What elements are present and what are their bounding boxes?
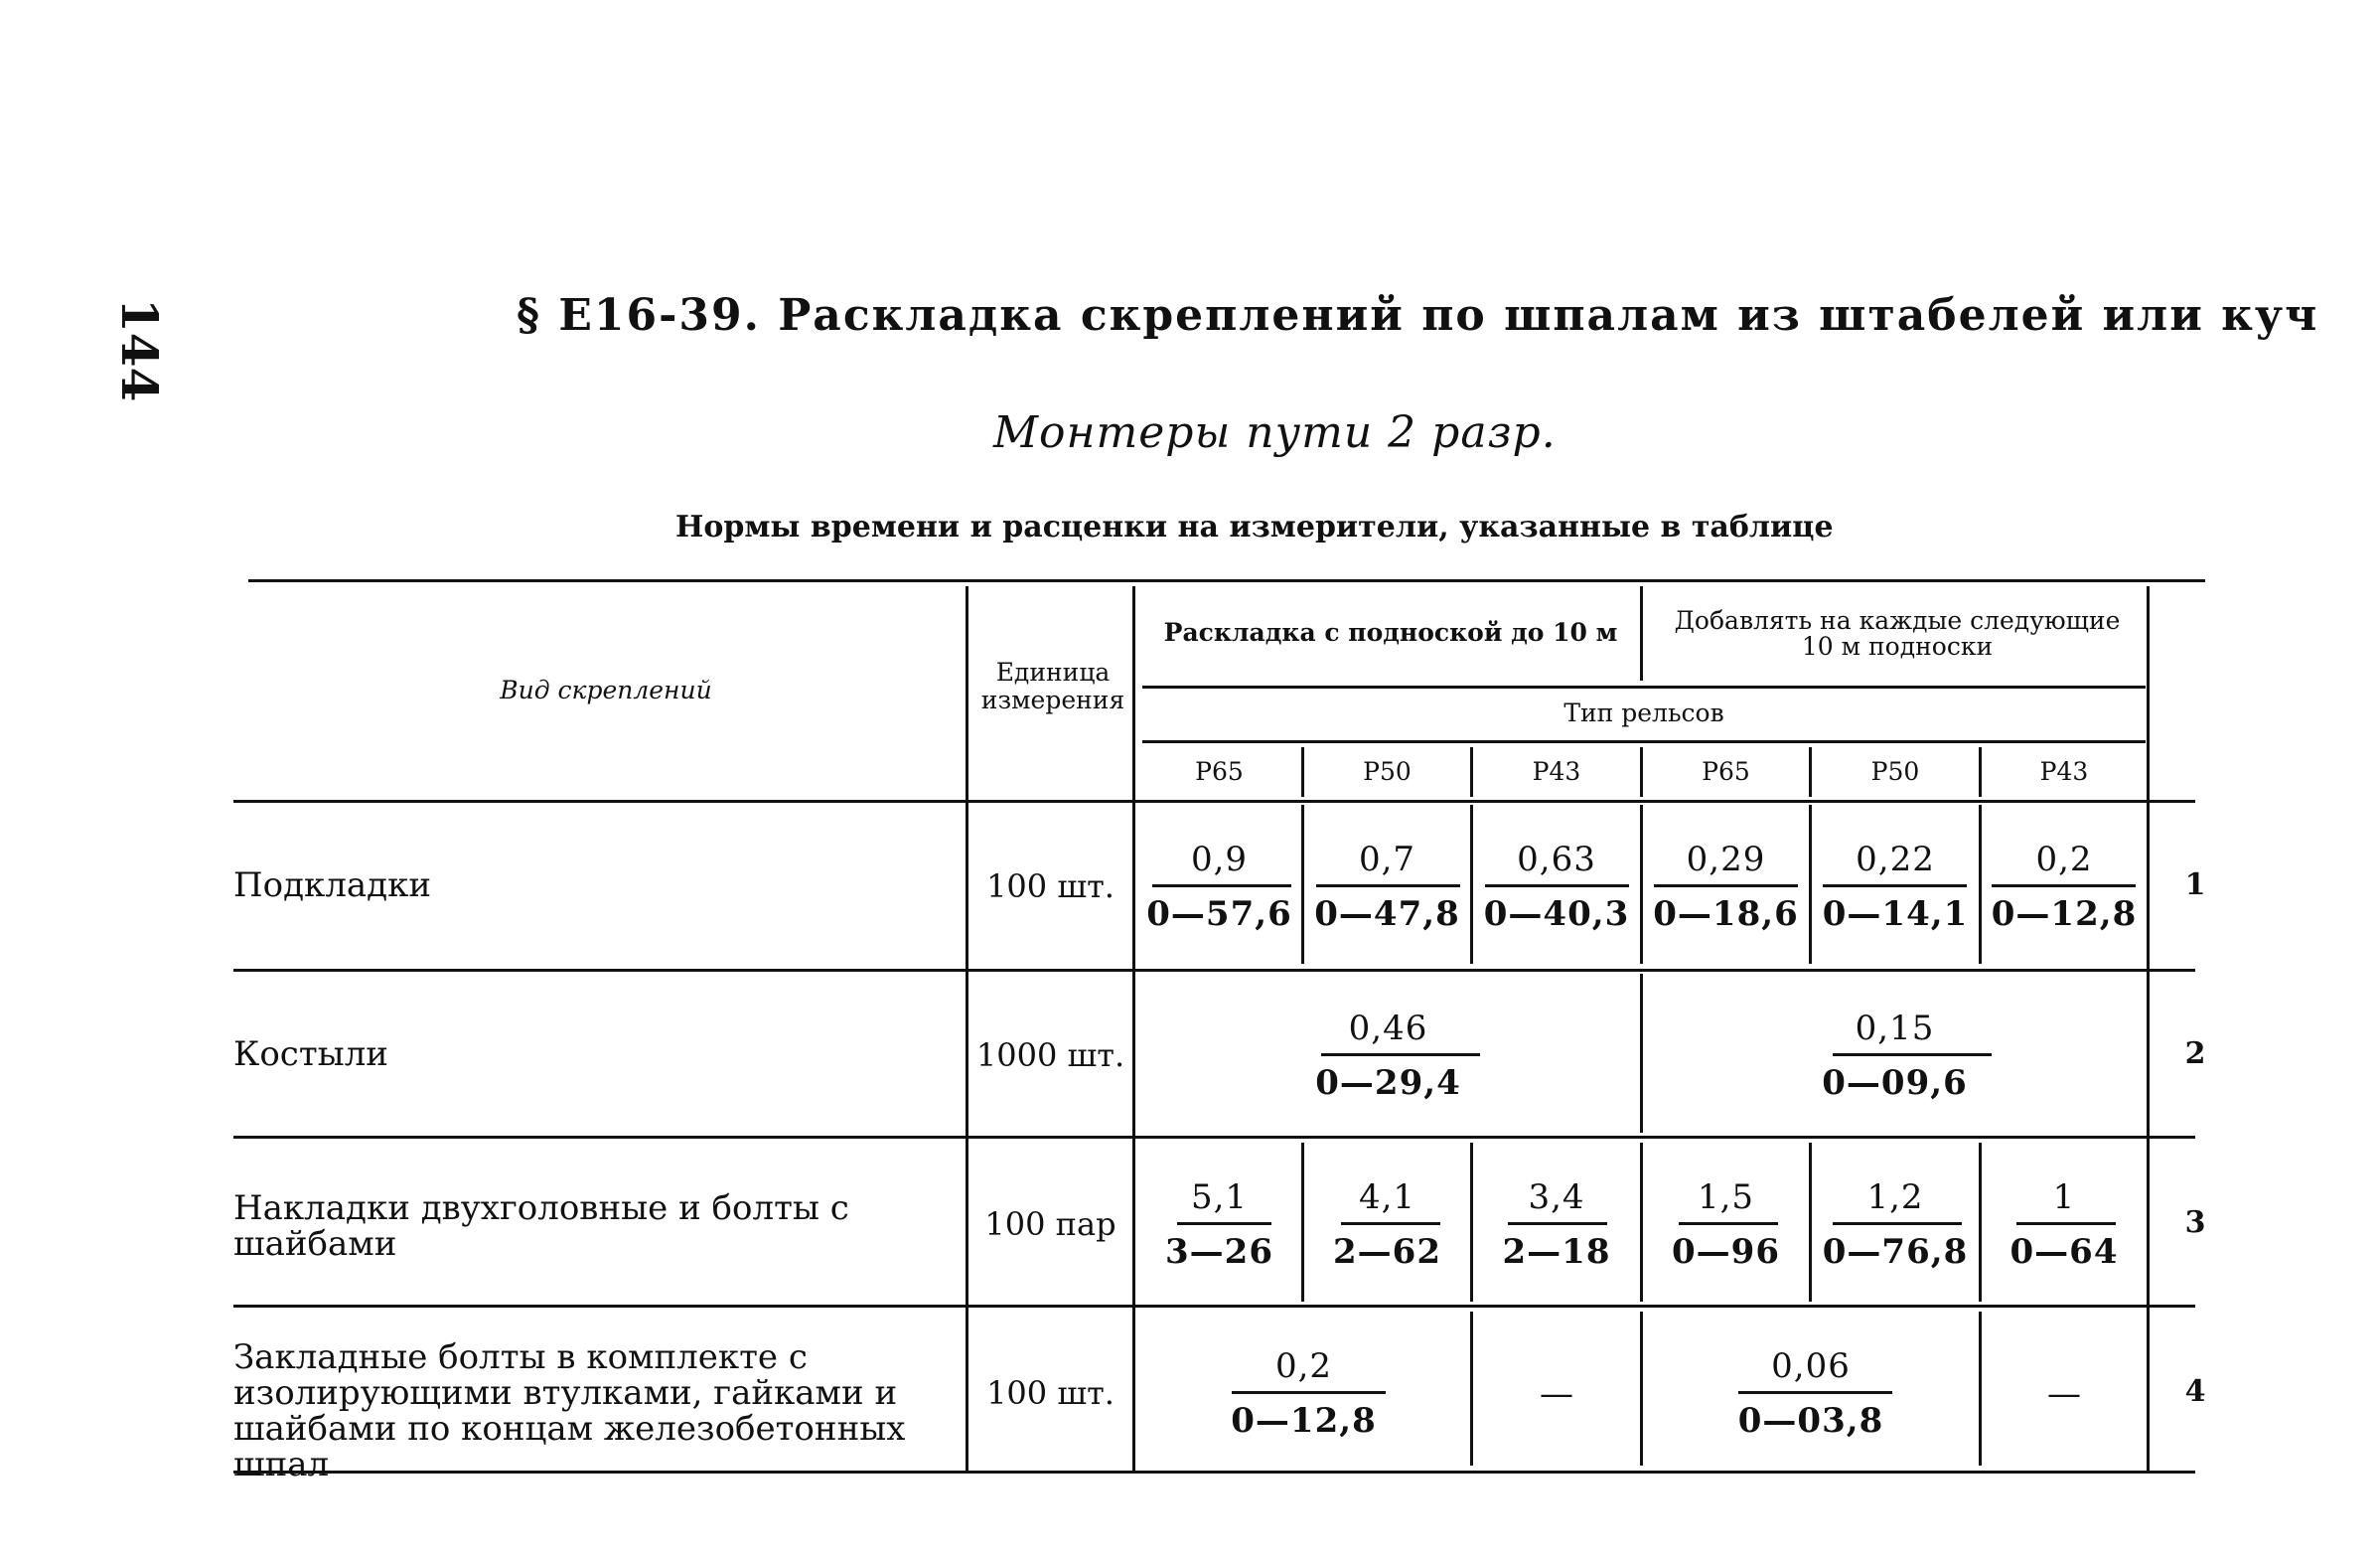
fraction-bar xyxy=(1654,884,1798,887)
fraction-bar xyxy=(1738,1391,1892,1394)
row-label: Костыли xyxy=(233,1034,388,1074)
row3-sep-5 xyxy=(1979,1143,1982,1302)
norm-value: 0,06 xyxy=(1771,1346,1851,1386)
table-caption: Нормы времени и расценки на измерители, указанные в таблице xyxy=(675,510,1834,544)
rail-header-p50-additional: Р50 xyxy=(1870,757,1920,786)
row1-sep-2 xyxy=(1470,805,1473,964)
norm-value: 3,4 xyxy=(1528,1177,1585,1217)
section-title: § Е16-39. Раскладка скреплений по шпалам из штабелей или куч xyxy=(517,290,2319,341)
fraction-bar xyxy=(1992,884,2136,887)
rate-value: 0—12,8 xyxy=(1231,1401,1377,1441)
rail-header-p65-additional: Р65 xyxy=(1702,757,1750,786)
header-rail-rule xyxy=(1142,740,2146,743)
fraction-bar xyxy=(1177,1222,1271,1225)
row-unit: 1000 шт. xyxy=(975,1036,1125,1074)
rate-value: 2—62 xyxy=(1333,1232,1441,1272)
norm-value: 1,5 xyxy=(1697,1177,1755,1217)
fraction-bar xyxy=(1321,1053,1480,1056)
row3-sep-4 xyxy=(1809,1143,1812,1302)
col-rule-values-right xyxy=(2147,586,2150,1471)
fraction-bar xyxy=(1833,1053,1992,1056)
row-unit: 100 шт. xyxy=(986,867,1115,905)
rail-header-p43: Р43 xyxy=(1532,757,1581,786)
fraction-bar xyxy=(1316,884,1460,887)
norm-value: 0,9 xyxy=(1190,840,1249,879)
row3-sep-3 xyxy=(1640,1143,1643,1302)
norm-value: 0,46 xyxy=(1348,1009,1428,1048)
row-label: Подкладки xyxy=(233,865,432,905)
fraction-bar xyxy=(1823,884,1967,887)
row-label: Накладки двухголовные и болты с шайбами xyxy=(233,1188,849,1264)
row-rule-3 xyxy=(233,1305,2195,1308)
rate-value: 0—40,3 xyxy=(1483,894,1630,934)
norm-value: 0,63 xyxy=(1517,840,1596,879)
row-number: 2 xyxy=(2184,1036,2206,1071)
header-kind: Вид скреплений xyxy=(500,676,712,704)
empty-cell-dash: — xyxy=(1540,1374,1573,1414)
rate-value: 0—47,8 xyxy=(1314,894,1460,934)
col-rule-group-split xyxy=(1640,586,1643,681)
norm-value: 0,2 xyxy=(1274,1346,1333,1386)
row-unit: 100 шт. xyxy=(986,1374,1115,1412)
row4-sep-2 xyxy=(1640,1312,1643,1466)
row2-sep xyxy=(1640,974,1643,1133)
header-bottom-rule xyxy=(233,800,2195,803)
fraction-bar xyxy=(2016,1222,2116,1225)
row-rule-2 xyxy=(233,1136,2195,1139)
fraction-bar xyxy=(1232,1391,1386,1394)
row1-sep-5 xyxy=(1979,805,1982,964)
workers-subtitle: Монтеры пути 2 разр. xyxy=(993,407,1557,458)
table-top-rule xyxy=(248,579,2205,582)
fraction-bar xyxy=(1341,1222,1440,1225)
fraction-bar xyxy=(1508,1222,1607,1225)
header-group-additional: Добавлять на каждые следующие 10 м подноски xyxy=(1674,606,2121,661)
rate-value: 3—26 xyxy=(1165,1232,1273,1272)
norm-value: 0,29 xyxy=(1686,840,1766,879)
rail-header-p65: Р65 xyxy=(1195,757,1244,786)
row1-sep-1 xyxy=(1301,805,1304,964)
norm-value: 0,7 xyxy=(1358,840,1416,879)
empty-cell-dash: — xyxy=(2047,1374,2081,1414)
fraction-bar xyxy=(1485,884,1629,887)
rate-value: 0—76,8 xyxy=(1822,1232,1969,1272)
row1-sep-4 xyxy=(1809,805,1812,964)
rate-value: 0—12,8 xyxy=(1991,894,2138,934)
rate-value: 2—18 xyxy=(1502,1232,1611,1272)
fraction-bar xyxy=(1152,884,1291,887)
row3-sep-1 xyxy=(1301,1143,1304,1302)
row-label: Закладные болты в комплекте с изолирующими втулками, гайками и шайбами по концам железобетонных шпал xyxy=(233,1337,906,1484)
row-number: 4 xyxy=(2184,1374,2206,1409)
rate-value: 0—03,8 xyxy=(1737,1401,1884,1441)
rate-value: 0—57,6 xyxy=(1146,894,1292,934)
header-group-with-carry: Раскладка с подноской до 10 м xyxy=(1163,618,1618,647)
rate-value: 0—18,6 xyxy=(1653,894,1799,934)
rail-header-p50: Р50 xyxy=(1363,757,1412,786)
row1-sep-3 xyxy=(1640,805,1643,964)
row-number: 3 xyxy=(2184,1205,2206,1240)
rate-value: 0—96 xyxy=(1672,1232,1780,1272)
norm-value: 1,2 xyxy=(1866,1177,1924,1217)
rate-value: 0—09,6 xyxy=(1822,1063,1968,1103)
rail-header-p43-additional: Р43 xyxy=(2039,757,2089,786)
header-group-rule xyxy=(1142,686,2146,689)
norm-value: 0,22 xyxy=(1856,840,1935,879)
row-number: 1 xyxy=(2184,867,2206,902)
header-rail-type: Тип рельсов xyxy=(1563,699,1724,727)
rate-value: 0—29,4 xyxy=(1315,1063,1461,1103)
rate-value: 0—64 xyxy=(2009,1232,2119,1272)
norm-value: 0,2 xyxy=(2035,840,2093,879)
rate-value: 0—14,1 xyxy=(1822,894,1969,934)
col-rule-values-left xyxy=(1132,586,1135,1471)
page-number: 144 xyxy=(110,298,169,402)
norm-value: 1 xyxy=(2052,1177,2076,1217)
fraction-bar xyxy=(1833,1222,1962,1225)
row-rule-1 xyxy=(233,969,2195,972)
norm-value: 0,15 xyxy=(1855,1009,1935,1048)
fraction-bar xyxy=(1679,1222,1778,1225)
col-rule-unit-left xyxy=(966,586,968,1471)
norm-value: 5,1 xyxy=(1190,1177,1249,1217)
norm-value: 4,1 xyxy=(1358,1177,1416,1217)
row3-sep-2 xyxy=(1470,1143,1473,1302)
header-unit: Единица измерения xyxy=(980,658,1125,714)
row-unit: 100 пар xyxy=(984,1205,1116,1243)
